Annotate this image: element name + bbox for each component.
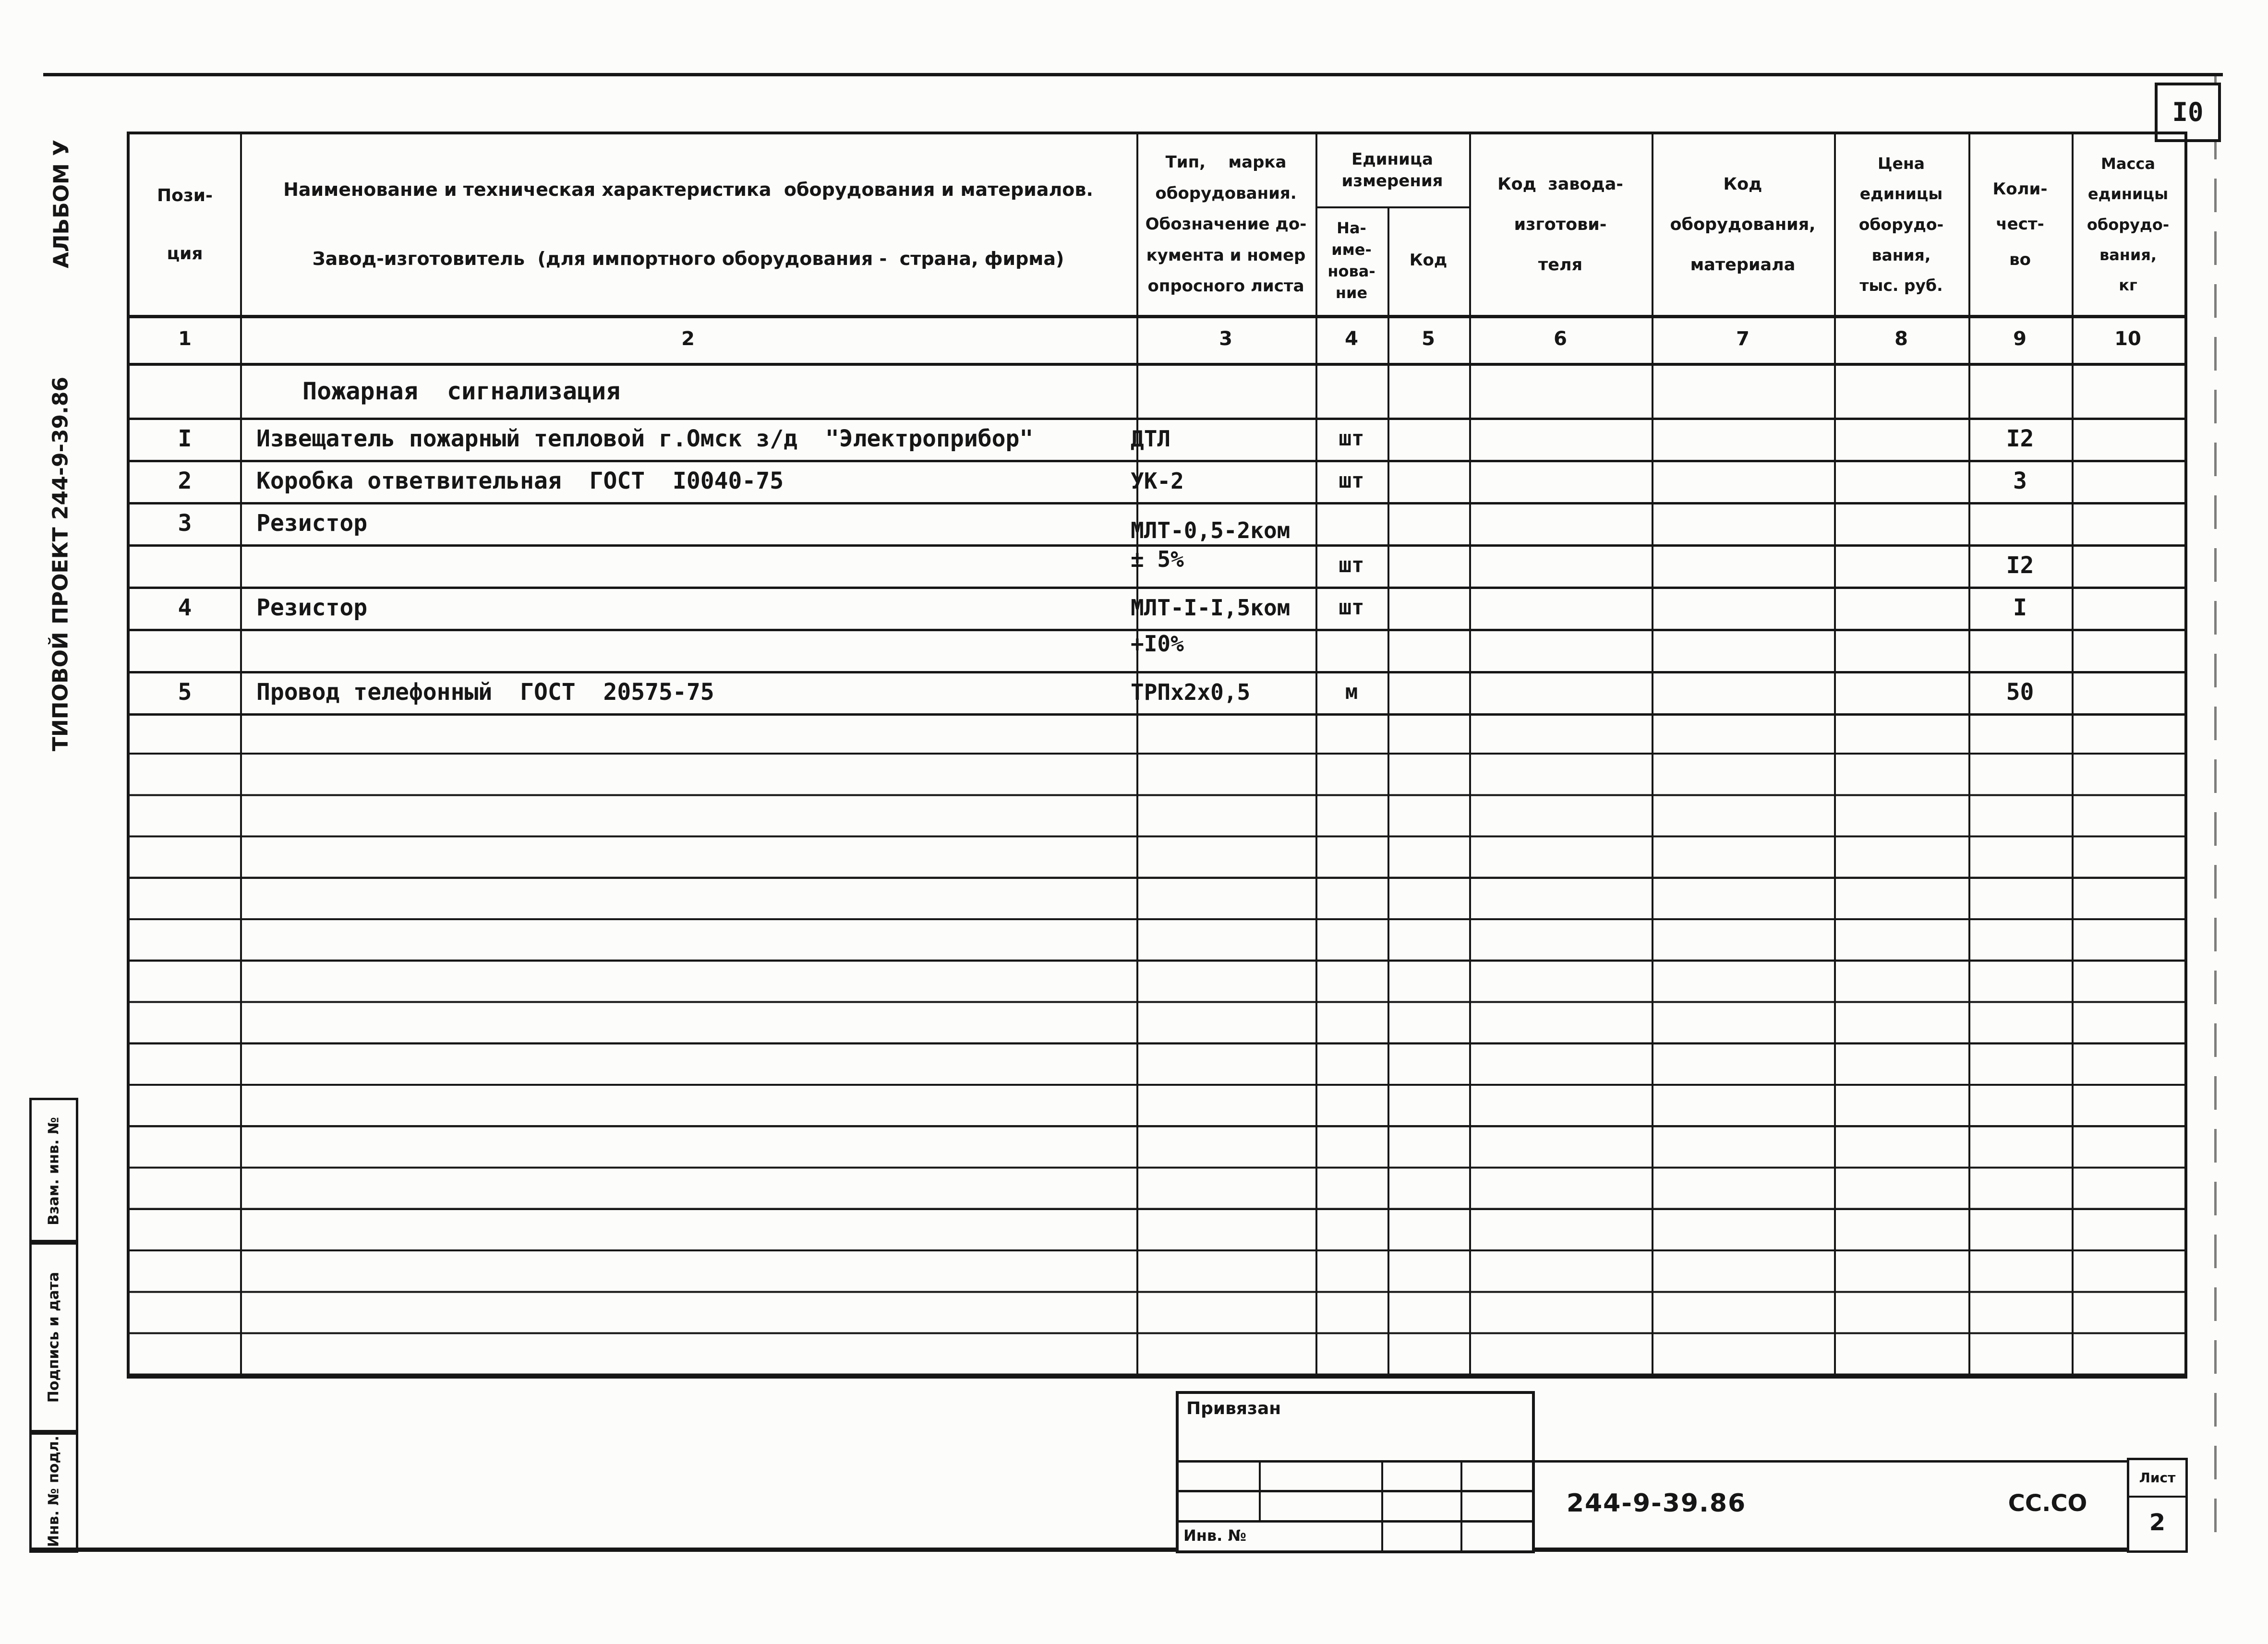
table-row xyxy=(130,544,2184,587)
section-title: Пожарная сигнализация xyxy=(302,377,621,405)
table-row xyxy=(130,418,2184,460)
side-box-podpis-data-label: Подпись и дата xyxy=(45,1272,62,1403)
table-row xyxy=(130,671,2184,713)
table-row xyxy=(130,502,2184,544)
cell-type: МЛТ-I-I,5ком xyxy=(1131,595,1291,621)
cell-unit: шт xyxy=(1339,553,1364,577)
cell-name: Резистор xyxy=(256,510,368,537)
cell-quantity: I xyxy=(2013,594,2027,621)
header-equipment-code: Код оборудования, материала xyxy=(1670,174,1816,275)
col-number-2: 2 xyxy=(681,328,695,350)
empty-rows-grid xyxy=(130,713,2184,1376)
document-code: СС.СО xyxy=(2008,1490,2087,1517)
cell-name: Коробка ответвительная ГОСТ I0040-75 xyxy=(256,468,784,494)
cell-type: МЛТ-0,5-2ком xyxy=(1131,517,1291,543)
stamp-line xyxy=(1179,1490,1532,1492)
stamp-divider xyxy=(1460,1460,1462,1550)
cell-position: 2 xyxy=(178,468,192,494)
stamp-line xyxy=(1179,1460,1532,1463)
sheet-value: 2 xyxy=(2149,1509,2166,1536)
col-number-6: 6 xyxy=(1554,328,1567,350)
cell-name xyxy=(240,544,1136,587)
album-label: АЛЬБОМ У xyxy=(49,139,74,269)
header-unit-group: Единица измерения xyxy=(1341,149,1443,191)
side-box-vzam-inv xyxy=(29,1098,78,1245)
header-factory-code: Код завода- изготови- теля xyxy=(1497,174,1623,275)
cell-unit: шт xyxy=(1339,426,1364,451)
side-box-podpis-data xyxy=(29,1240,78,1435)
cell-type: ДТЛ xyxy=(1131,426,1171,452)
header-unit-mass: Масса единицы оборудо- вания, кг xyxy=(2087,154,2170,295)
col-number-3: 3 xyxy=(1219,328,1232,350)
table-row xyxy=(130,587,2184,629)
cell-position: I xyxy=(178,425,192,452)
header-unit-price: Цена единицы оборудо- вания, тыс. руб. xyxy=(1858,154,1944,295)
col-number-10: 10 xyxy=(2114,328,2141,350)
cell-name: Извещатель пожарный тепловой г.Омск з/д "Электроприбор" xyxy=(256,425,1034,452)
cell-quantity: 3 xyxy=(2013,468,2027,494)
cell-position: 5 xyxy=(178,679,192,706)
cell-quantity xyxy=(1968,629,2072,671)
cell-quantity: I2 xyxy=(2006,552,2034,579)
cell-quantity: I2 xyxy=(2006,425,2034,452)
cell-quantity xyxy=(1968,502,2072,544)
cell-unit xyxy=(1315,502,1387,544)
cell-position xyxy=(130,544,240,587)
frame-right-line xyxy=(2214,73,2217,1551)
cell-quantity: 50 xyxy=(2006,679,2034,706)
stamp-divider xyxy=(1259,1460,1261,1520)
side-box-inv-podl xyxy=(29,1430,78,1553)
header-name: Наименование и техническая характеристика оборудования и материалов. Завод-изготовитель (для импортного оборудования - страна, фирма) xyxy=(283,179,1093,269)
sheet-box xyxy=(2127,1458,2188,1553)
header-unit-name: На- име- нова- ние xyxy=(1327,219,1375,302)
cell-type: +I0% xyxy=(1131,631,1184,657)
col-number-5: 5 xyxy=(1422,328,1435,350)
side-box-vzam-inv-label: Взам. инв. № xyxy=(45,1117,62,1225)
col-number-9: 9 xyxy=(2013,328,2027,350)
cell-name xyxy=(240,629,1136,671)
stamp-top-label: Привязан xyxy=(1186,1399,1281,1418)
equipment-table xyxy=(127,132,2187,1379)
frame-top-line xyxy=(43,73,2223,76)
cell-position xyxy=(130,629,240,671)
header-quantity: Коли- чест- во xyxy=(1992,179,2048,270)
col-number-4: 4 xyxy=(1345,328,1358,350)
header-type-mark: Тип, марка оборудования. Обозначение до- кумента и номер опросного листа xyxy=(1145,153,1307,296)
cell-position: 3 xyxy=(178,510,192,537)
col-number-8: 8 xyxy=(1894,328,1908,350)
header-unit-code: Код xyxy=(1409,251,1448,270)
project-label: ТИПОВОЙ ПРОЕКТ 244-9-39.86 xyxy=(48,376,73,752)
document-number: 244-9-39.86 xyxy=(1566,1489,1747,1518)
cell-type: УК-2 xyxy=(1131,468,1184,494)
sheet-label: Лист xyxy=(2139,1470,2176,1486)
table-row xyxy=(130,629,2184,671)
title-block xyxy=(1176,1391,1535,1553)
cell-type: ТРПх2х0,5 xyxy=(1131,679,1251,705)
table-row xyxy=(130,460,2184,502)
stamp-inv-label: Инв. № xyxy=(1183,1526,1246,1545)
side-box-inv-podl-label: Инв. № подл. xyxy=(45,1435,62,1548)
cell-name: Резистор xyxy=(256,594,368,621)
col-number-1: 1 xyxy=(178,328,192,350)
frame-bottom-line xyxy=(31,1548,2185,1552)
cell-name: Провод телефонный ГОСТ 20575-75 xyxy=(256,679,714,706)
stamp-divider xyxy=(1381,1460,1383,1550)
cell-unit: м xyxy=(1345,680,1358,704)
cell-unit: шт xyxy=(1339,595,1364,620)
cell-position: 4 xyxy=(178,594,192,621)
sheet-number: I0 xyxy=(2172,97,2204,127)
cell-unit xyxy=(1315,629,1387,671)
cell-type: ± 5% xyxy=(1131,546,1184,572)
cell-unit: шт xyxy=(1339,468,1364,493)
header-position: Пози- ция xyxy=(157,185,213,264)
col-number-7: 7 xyxy=(1736,328,1749,350)
